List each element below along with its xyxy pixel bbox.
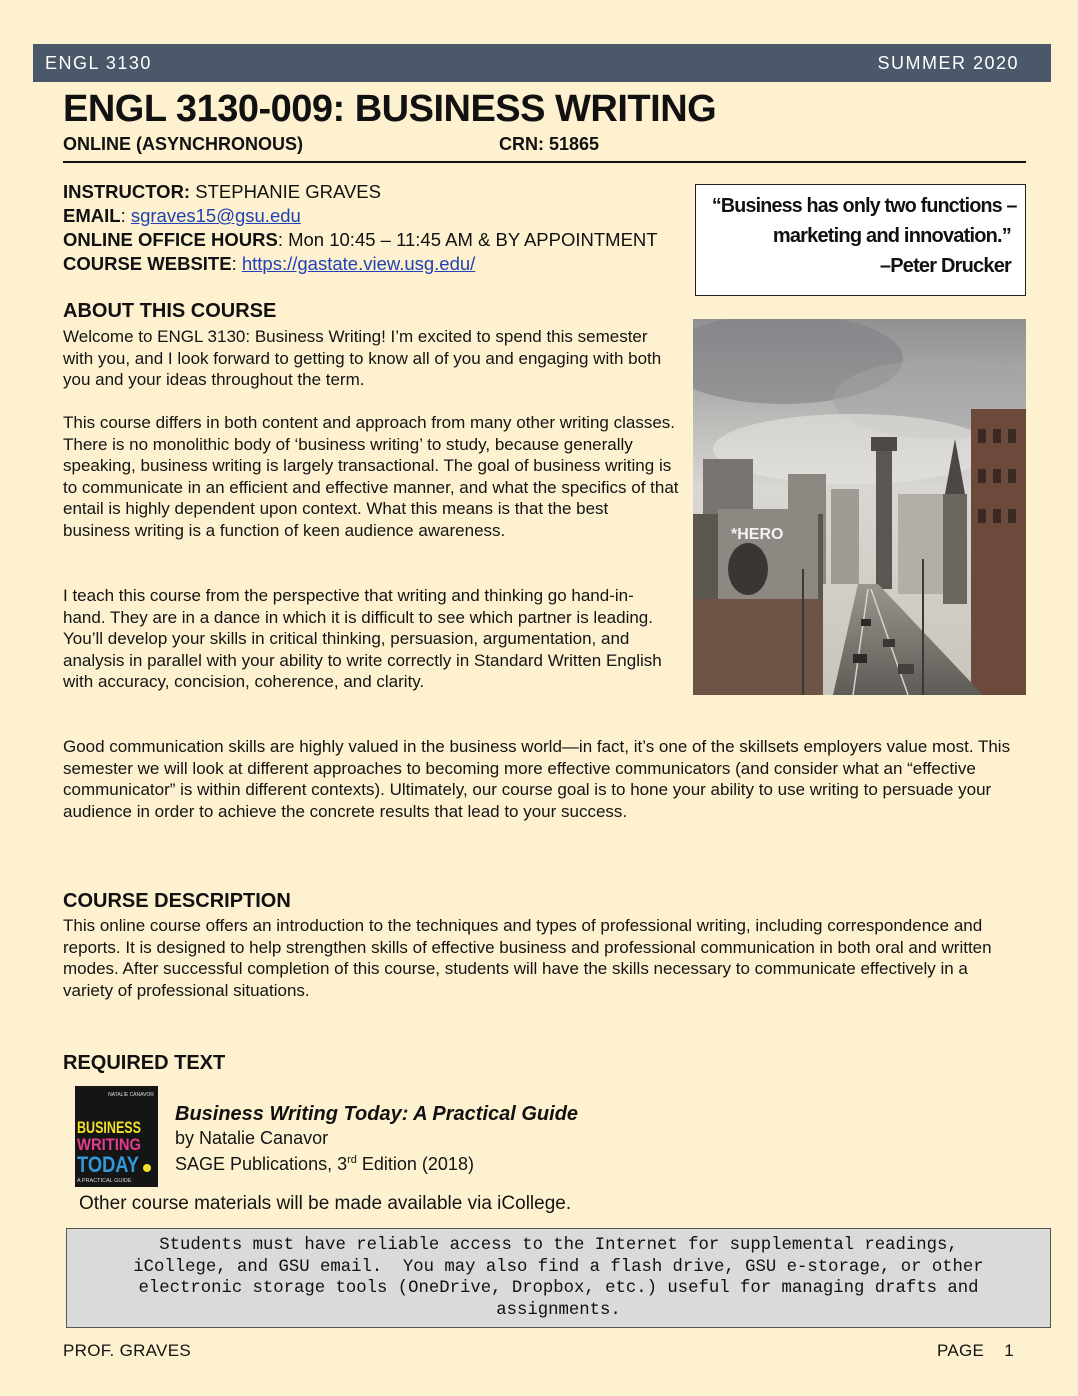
cover-author: NATALIE CANAVOR	[108, 1092, 154, 1098]
about-paragraph-2: This course differs in both content and approach from many other writing classes. There is no monolithic body of ‘business writing’ to study, because generally speaking, business writing is largely transactional. The goal of business writing is to communicate in an efficient and effective manner, and what the specifics of that entail is highly dependent upon context. What this means is that the best business writing is a function of keen audience awareness.	[63, 413, 679, 540]
website-link[interactable]: https://gastate.view.usg.edu/	[241, 253, 476, 274]
about-paragraph-1: Welcome to ENGL 3130: Business Writing! I’m excited to spend this semester with you, and I look forward to getting to know all of you and engaging with both you and your ideas throughout the term.	[63, 327, 662, 390]
page-title: ENGL 3130-009: BUSINESS WRITING	[63, 88, 717, 130]
quote-line-1: “Business has only two functions –	[711, 195, 1017, 217]
about-heading: ABOUT THIS COURSE	[63, 300, 277, 322]
book-author: by Natalie Canavor	[175, 1128, 329, 1148]
course-description-text: This online course offers an introduction to the techniques and types of professional writing, including correspondence and reports. It is designed to help strengthen skills of effective business and professional communication in both oral and written modes. After successful completion of this course, students will have the skills necessary to communicate effectively in a variety of professional situations.	[63, 916, 992, 1000]
website-label: COURSE WEBSITE	[63, 253, 232, 274]
instructor-value: STEPHANIE GRAVES	[190, 181, 381, 202]
other-materials-note: Other course materials will be made available via iCollege.	[79, 1193, 572, 1214]
city-street-photo	[693, 319, 1026, 695]
email-line: EMAIL: sgraves15@gsu.edu	[63, 205, 301, 226]
website-line: COURSE WEBSITE: https://gastate.view.usg.edu/	[63, 253, 476, 274]
book-cover-image	[75, 1086, 158, 1187]
instructor-line	[63, 180, 693, 204]
photo-sign-text: *HERO	[731, 526, 784, 543]
quote-box	[695, 184, 1026, 296]
notice-line-1: Students must have reliable access to the Internet for supplemental readings,	[159, 1236, 958, 1255]
quote-line-2: marketing and innovation.”	[772, 225, 1011, 247]
book-title: Business Writing Today: A Practical Guide	[175, 1103, 579, 1125]
instructor-label: INSTRUCTOR:	[63, 181, 191, 202]
header-bar	[33, 44, 1051, 82]
internet-access-notice	[66, 1228, 1051, 1328]
book-info	[175, 1101, 578, 1175]
notice-line-4: assignments.	[496, 1300, 621, 1320]
header-course-code: ENGL 3130	[45, 52, 152, 73]
title-divider	[63, 161, 1026, 163]
footer-page-number: PAGE 1	[937, 1341, 1015, 1360]
quote-attribution: –Peter Drucker	[879, 255, 1011, 277]
contact-info	[63, 180, 693, 276]
office-hours-line	[63, 228, 693, 252]
email-label: EMAIL	[63, 205, 121, 226]
cover-subtitle: A PRACTICAL GUIDE	[77, 1178, 132, 1184]
publisher-edition: Edition (2018)	[356, 1154, 474, 1174]
footer-professor: PROF. GRAVES	[63, 1341, 191, 1360]
notice-line-3: electronic storage tools (OneDrive, Dropbox, etc.) useful for managing drafts and	[138, 1279, 979, 1298]
cover-word-writing: WRITING	[77, 1135, 141, 1154]
cover-word-today: TODAY	[77, 1152, 140, 1177]
required-text-heading: REQUIRED TEXT	[63, 1052, 226, 1074]
course-description-heading: COURSE DESCRIPTION	[63, 890, 291, 912]
email-link[interactable]: sgraves15@gsu.edu	[130, 205, 301, 226]
office-hours-label: ONLINE OFFICE HOURS	[63, 229, 278, 250]
course-crn: CRN: 51865	[499, 134, 600, 154]
course-mode: ONLINE (ASYNCHRONOUS)	[63, 134, 304, 154]
about-paragraph-4: Good communication skills are highly valued in the business world—in fact, it’s one of the skillsets employers value most. This semester we will look at different approaches to becoming more effective communicators (and consider what an “effective communicator” is within different contexts). Ultimately, our course goal is to hone your ability to use writing to persuade your audience in order to achieve the concrete results that lead to your success.	[63, 737, 1011, 821]
about-paragraph-3: I teach this course from the perspective that writing and thinking go hand-in-hand. They are in a dance in which it is difficult to see which partner is leading. You’ll develop your skills in critical thinking, persuasion, argumentation, and analysis in parallel with your ability to write correctly in Standard Written English with accuracy, concision, coherence, and clarity.	[63, 586, 662, 692]
edition-superscript: rd	[347, 1154, 357, 1166]
header-term: SUMMER 2020	[877, 52, 1019, 73]
cover-word-business: BUSINESS	[77, 1118, 141, 1137]
publisher-text: SAGE Publications, 3	[175, 1154, 348, 1174]
notice-line-2: iCollege, and GSU email. You may also find a flash drive, GSU e-storage, or other	[133, 1257, 984, 1277]
office-hours-value: : Mon 10:45 – 11:45 AM & BY APPOINTMENT	[277, 229, 658, 250]
book-publisher	[175, 1149, 578, 1175]
